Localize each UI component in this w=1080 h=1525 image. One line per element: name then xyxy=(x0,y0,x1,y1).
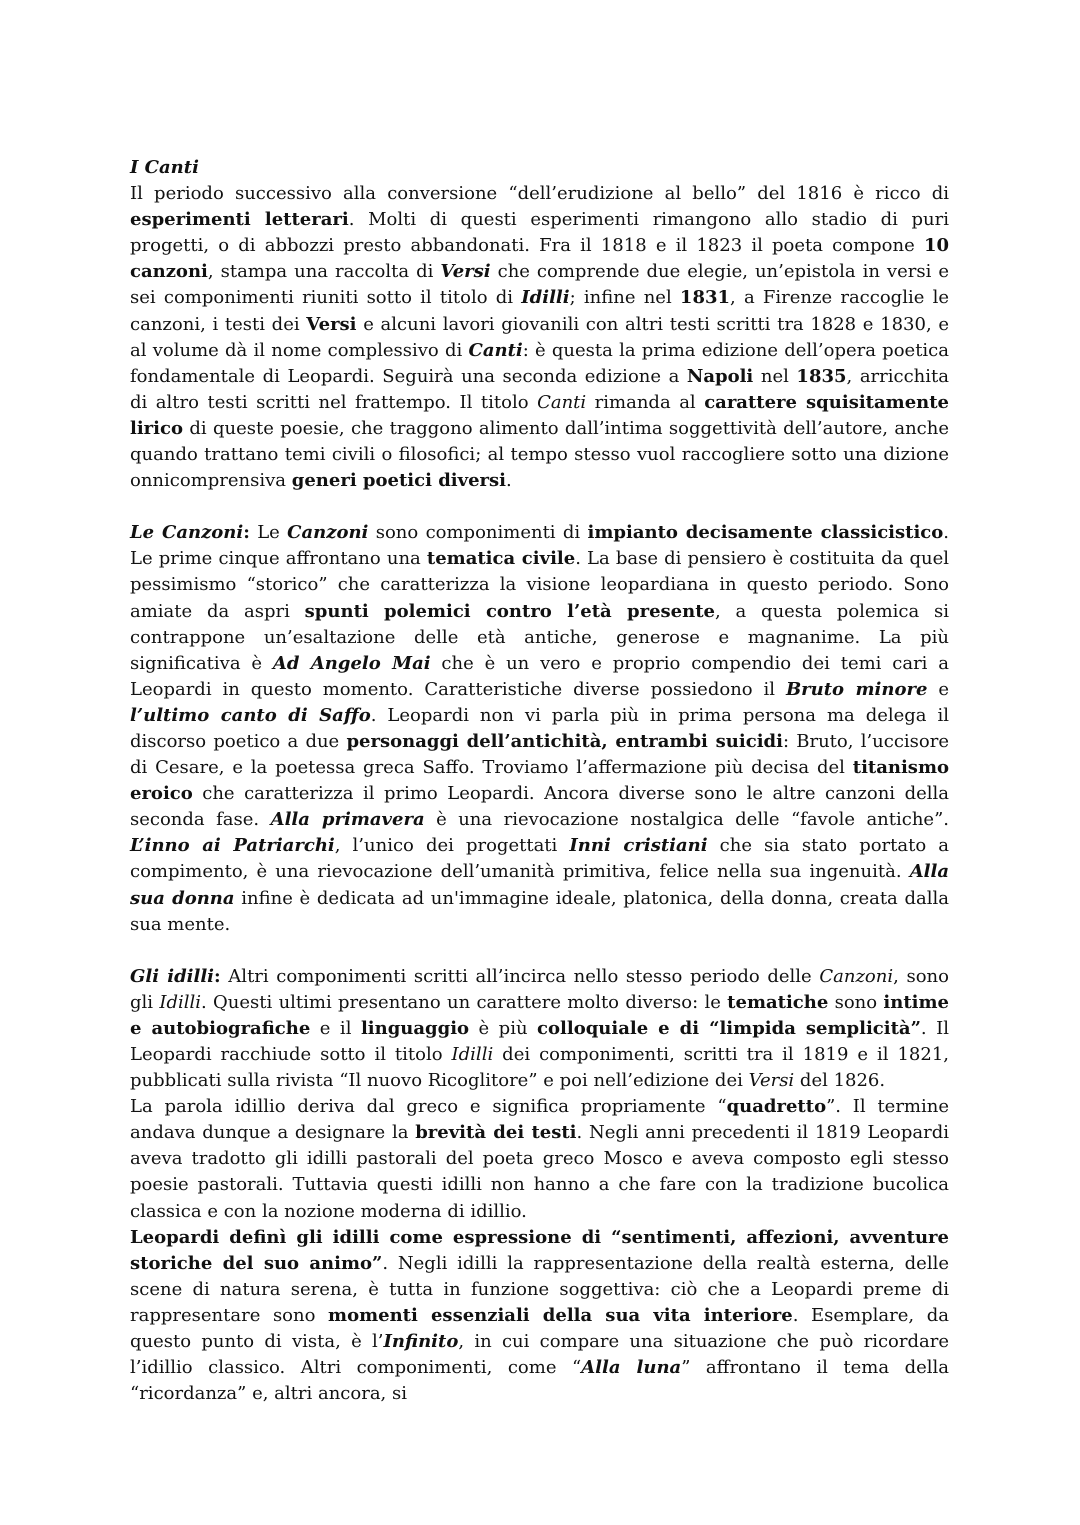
canzoni-heading: Le Canzoni xyxy=(130,522,244,544)
paragraph-canzoni: Le Canzoni: Le Canzoni sono componimenti di impianto decisamente classicistico. Le prime cinque affrontano una tematica civile. La base di pensiero è costituita da quel pessimismo “storico” che caratterizza la visione leopardiana in questo periodo. Sono amiate da aspri spunti polemici contro l’età presente, a questa polemica si contrappone un’esaltazione delle età antiche, generose e magnanime. La più significativa è Ad Angelo Mai che è un vero e proprio compendio dei temi cari a Leopardi in questo momento. Caratteristiche diverse possiedono il Bruto minore e l’ultimo canto di Saffo. Leopardi non vi parla più in prima persona ma delega il discorso poetico a due personaggi dell’antichità, entrambi suicidi: Bruto, l’uccisore di Cesare, e la poetessa greca Saffo. Troviamo l’affermazione più decisa del titanismo eroico che caratterizza il primo Leopardi. Ancora diverse sono le altre canzoni della seconda fase. Alla primavera è una rievocazione nostalgica delle “favole antiche”. L’inno ai Patriarchi, l’unico dei progettati Inni cristiani che sia stato portato a compimento, è una rievocazione dell’umanità primitiva, felice nella sua ingenuità. Alla sua donna infine è dedicata ad un'immagine ideale, platonica, della donna, creata dalla sua mente. xyxy=(130,522,950,935)
paragraph-gap xyxy=(130,494,949,520)
paragraph-definizione: Leopardi definì gli idilli come espressione di “sentimenti, affezioni, avventure storiche del suo animo”. Negli idilli la rappresentazione della realtà esterna, delle scene di natura serena, è tutta in funzione soggettiva: ciò che a Leopardi preme di rappresentare sono momenti essenziali della sua vita interiore. Esemplare, da questo punto di vista, è l’Infinito, in cui compare una situazione che può ricordare l’idillio classico. Altri componimenti, come “Alla luna” affrontano il tema della “ricordanza” e, altri ancora, si xyxy=(130,1226,949,1405)
paragraph-canti: Il periodo successivo alla conversione “dell’erudizione al bello” del 1816 è ricco di esperimenti letterari. Molti di questi esperimenti rimangono allo stadio di puri progetti, o di abbozzi presto abbandonati. Fra il 1818 e il 1823 il poeta compone 10 canzoni, stampa una raccolta di Versi che comprende due elegie, un’epistola in versi e sei componimenti riuniti sotto il titolo di Idilli; infine nel 1831, a Firenze raccoglie le canzoni, i testi dei Versi e alcuni lavori giovanili con altri testi scritti tra 1828 e 1830, e al volume dà il nome complessivo di Canti: è questa la prima edizione dell’opera poetica fondamentale di Leopardi. Seguirà una seconda edizione a Napoli nel 1835, arricchita di altro testi scritti nel frattempo. Il titolo Canti rimanda al carattere squisitamente lirico di queste poesie, che traggono alimento dall’intima soggettività dell’autore, anche quando trattano temi civili o filosofici; al tempo stesso vuol raccogliere sotto una dizione onnicomprensiva generi poetici diversi. xyxy=(130,183,950,492)
paragraph-gap xyxy=(130,938,949,964)
paragraph-idilli: Gli idilli: Altri componimenti scritti all’incirca nello stesso periodo delle Canzoni, sono gli Idilli. Questi ultimi presentano un carattere molto diverso: le tematiche sono intime e autobiografiche e il linguaggio è più colloquiale e di “limpida semplicità”. Il Leopardi racchiude sotto il titolo Idilli dei componimenti, scritti tra il 1819 e il 1821, pubblicati sulla rivista “Il nuovo Ricoglitore” e poi nell’edizione dei Versi del 1826. xyxy=(130,965,949,1092)
paragraph-parola-idillio: La parola idillio deriva dal greco e significa propriamente “quadretto”. Il termine andava dunque a designare la brevità dei testi. Negli anni precedenti il 1819 Leopardi aveva tradotto gli idilli pastorali del poeta greco Mosco e aveva composto egli stesso poesie pastorali. Tuttavia questi idilli non hanno a che fare con la tradizione bucolica classica e con la nozione moderna di idillio. xyxy=(130,1096,950,1222)
idilli-heading: Gli idilli xyxy=(130,965,215,987)
document-page xyxy=(130,155,949,1407)
section-title: I Canti xyxy=(130,157,199,178)
